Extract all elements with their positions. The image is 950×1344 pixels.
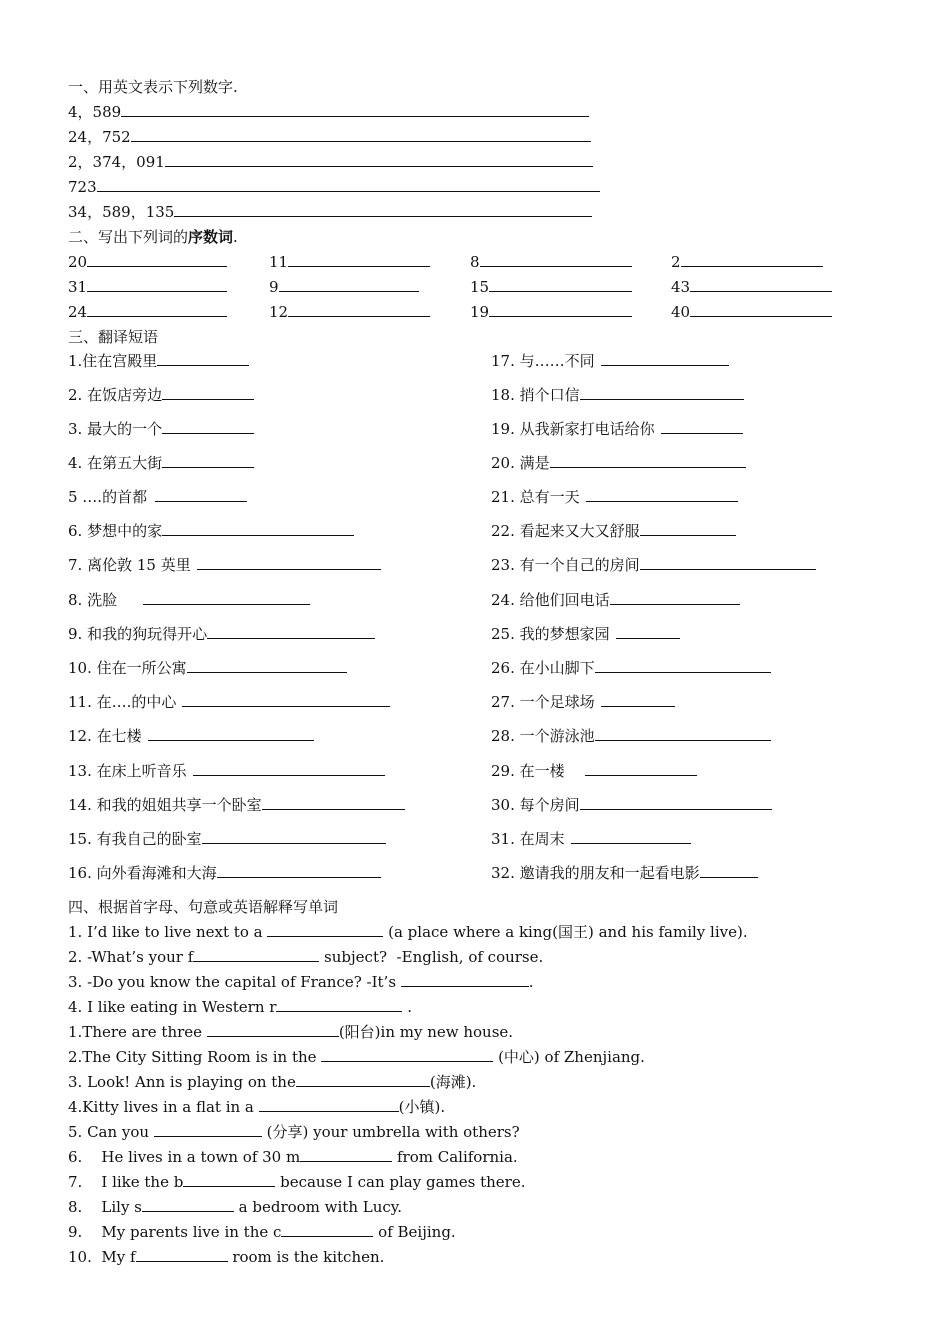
answer-blank[interactable] [162, 521, 354, 536]
phrase-item: 24. 给他们回电话 [491, 590, 740, 610]
answer-blank[interactable] [401, 972, 529, 987]
fill-in-item: 6. He lives in a town of 30 m from California. [68, 1148, 518, 1166]
answer-blank[interactable] [610, 590, 740, 605]
answer-blank[interactable] [640, 521, 736, 536]
ordinal-item: 12 [269, 302, 430, 322]
answer-blank[interactable] [489, 277, 632, 292]
answer-blank[interactable] [595, 726, 771, 741]
answer-blank[interactable] [217, 863, 381, 878]
phrase-item: 1.住在宫殿里 [68, 351, 249, 371]
number-item: 4，589 [68, 102, 589, 122]
answer-blank[interactable] [193, 947, 319, 962]
phrase-item: 7. 离伦敦 15 英里 [68, 555, 381, 575]
answer-blank[interactable] [681, 252, 823, 267]
answer-blank[interactable] [202, 829, 386, 844]
phrase-item: 26. 在小山脚下 [491, 658, 771, 678]
answer-blank[interactable] [281, 1222, 373, 1237]
fill-in-item: 4.Kitty lives in a flat in a (小镇). [68, 1098, 446, 1116]
phrase-item: 8. 洗脸 [68, 590, 310, 610]
fill-in-item: 1.There are three (阳台)in my new house. [68, 1023, 514, 1041]
answer-blank[interactable] [136, 1247, 228, 1262]
fill-in-item: 1. I’d like to live next to a (a place where a king(国王) and his family live). [68, 923, 748, 941]
phrase-item: 4. 在第五大街 [68, 453, 254, 473]
answer-blank[interactable] [87, 302, 227, 317]
answer-blank[interactable] [580, 795, 772, 810]
answer-blank[interactable] [259, 1097, 399, 1112]
section3-title: 三、翻译短语 [68, 328, 159, 346]
phrase-item: 21. 总有一天 [491, 487, 738, 507]
answer-blank[interactable] [154, 1122, 262, 1137]
section4-title: 四、根据首字母、句意或英语解释写单词 [68, 898, 339, 916]
phrase-item: 11. 在….的中心 [68, 692, 390, 712]
answer-blank[interactable] [321, 1047, 493, 1062]
answer-blank[interactable] [288, 302, 430, 317]
answer-blank[interactable] [207, 1022, 339, 1037]
number-item: 34，589，135 [68, 202, 592, 222]
ordinal-item: 11 [269, 252, 430, 272]
answer-blank[interactable] [87, 252, 227, 267]
ordinal-item: 8 [470, 252, 632, 272]
section2-title: 二、写出下列词的序数词. [68, 228, 238, 246]
phrase-item: 29. 在一楼 [491, 761, 697, 781]
answer-blank[interactable] [586, 487, 738, 502]
answer-blank[interactable] [187, 658, 347, 673]
phrase-item: 20. 满是 [491, 453, 746, 473]
answer-blank[interactable] [580, 385, 744, 400]
phrase-item: 5 ….的首都 [68, 487, 247, 507]
answer-blank[interactable] [571, 829, 691, 844]
answer-blank[interactable] [267, 922, 383, 937]
answer-blank[interactable] [148, 726, 314, 741]
phrase-item: 10. 住在一所公寓 [68, 658, 347, 678]
phrase-item: 18. 捎个口信 [491, 385, 744, 405]
phrase-item: 17. 与……不同 [491, 351, 729, 371]
answer-blank[interactable] [276, 997, 402, 1012]
phrase-item: 27. 一个足球场 [491, 692, 675, 712]
fill-in-item: 5. Can you (分享) your umbrella with others? [68, 1123, 520, 1141]
answer-blank[interactable] [279, 277, 419, 292]
phrase-item: 30. 每个房间 [491, 795, 772, 815]
answer-blank[interactable] [174, 202, 592, 217]
answer-blank[interactable] [155, 487, 247, 502]
answer-blank[interactable] [480, 252, 632, 267]
answer-blank[interactable] [690, 277, 832, 292]
answer-blank[interactable] [142, 1197, 234, 1212]
phrase-item: 12. 在七楼 [68, 726, 314, 746]
fill-in-item: 10. My f room is the kitchen. [68, 1248, 385, 1266]
phrase-item: 13. 在床上听音乐 [68, 761, 385, 781]
phrase-item: 3. 最大的一个 [68, 419, 254, 439]
answer-blank[interactable] [183, 1172, 275, 1187]
number-item: 2，374，091 [68, 152, 593, 172]
ordinal-item: 43 [671, 277, 832, 297]
fill-in-item: 4. I like eating in Western r . [68, 998, 412, 1016]
phrase-item: 2. 在饭店旁边 [68, 385, 254, 405]
phrase-item: 22. 看起来又大又舒服 [491, 521, 736, 541]
phrase-item: 25. 我的梦想家园 [491, 624, 680, 644]
answer-blank[interactable] [690, 302, 832, 317]
phrase-item: 15. 有我自己的卧室 [68, 829, 386, 849]
fill-in-item: 3. -Do you know the capital of France? -It’s . [68, 973, 534, 991]
fill-in-item: 7. I like the b because I can play games there. [68, 1173, 526, 1191]
answer-blank[interactable] [162, 453, 254, 468]
phrase-item: 9. 和我的狗玩得开心 [68, 624, 375, 644]
answer-blank[interactable] [616, 624, 680, 639]
phrase-item: 6. 梦想中的家 [68, 521, 354, 541]
fill-in-item: 3. Look! Ann is playing on the (海滩). [68, 1073, 477, 1091]
answer-blank[interactable] [585, 761, 697, 776]
ordinal-item: 15 [470, 277, 632, 297]
answer-blank[interactable] [550, 453, 746, 468]
ordinal-item: 20 [68, 252, 227, 272]
answer-blank[interactable] [595, 658, 771, 673]
fill-in-item: 2. -What’s your f subject? -English, of course. [68, 948, 544, 966]
phrase-item: 19. 从我新家打电话给你 [491, 419, 743, 439]
ordinal-item: 9 [269, 277, 419, 297]
answer-blank[interactable] [262, 795, 405, 810]
answer-blank[interactable] [700, 863, 758, 878]
answer-blank[interactable] [296, 1072, 430, 1087]
ordinal-item: 24 [68, 302, 227, 322]
fill-in-item: 8. Lily s a bedroom with Lucy. [68, 1198, 403, 1216]
ordinal-item: 19 [470, 302, 632, 322]
ordinal-item: 31 [68, 277, 227, 297]
answer-blank[interactable] [207, 624, 375, 639]
phrase-item: 31. 在周末 [491, 829, 691, 849]
phrase-item: 32. 邀请我的朋友和一起看电影 [491, 863, 758, 883]
ordinal-item: 2 [671, 252, 823, 272]
answer-blank[interactable] [197, 555, 381, 570]
section1-title: 一、用英文表示下列数字. [68, 78, 238, 96]
answer-blank[interactable] [143, 590, 310, 605]
answer-blank[interactable] [165, 152, 593, 167]
answer-blank[interactable] [661, 419, 743, 434]
answer-blank[interactable] [121, 102, 589, 117]
answer-blank[interactable] [489, 302, 632, 317]
ordinal-item: 40 [671, 302, 832, 322]
answer-blank[interactable] [300, 1147, 392, 1162]
fill-in-item: 2.The City Sitting Room is in the (中心) of Zhenjiang. [68, 1048, 645, 1066]
answer-blank[interactable] [288, 252, 430, 267]
phrase-item: 23. 有一个自己的房间 [491, 555, 816, 575]
answer-blank[interactable] [640, 555, 816, 570]
answer-blank[interactable] [131, 127, 591, 142]
answer-blank[interactable] [162, 385, 254, 400]
number-item: 723 [68, 177, 600, 197]
phrase-item: 28. 一个游泳池 [491, 726, 771, 746]
phrase-item: 14. 和我的姐姐共享一个卧室 [68, 795, 405, 815]
number-item: 24，752 [68, 127, 591, 147]
phrase-item: 16. 向外看海滩和大海 [68, 863, 381, 883]
answer-blank[interactable] [193, 761, 385, 776]
answer-blank[interactable] [97, 177, 600, 192]
answer-blank[interactable] [162, 419, 254, 434]
answer-blank[interactable] [182, 692, 390, 707]
answer-blank[interactable] [157, 351, 249, 366]
answer-blank[interactable] [87, 277, 227, 292]
answer-blank[interactable] [601, 351, 729, 366]
fill-in-item: 9. My parents live in the c of Beijing. [68, 1223, 456, 1241]
answer-blank[interactable] [601, 692, 675, 707]
